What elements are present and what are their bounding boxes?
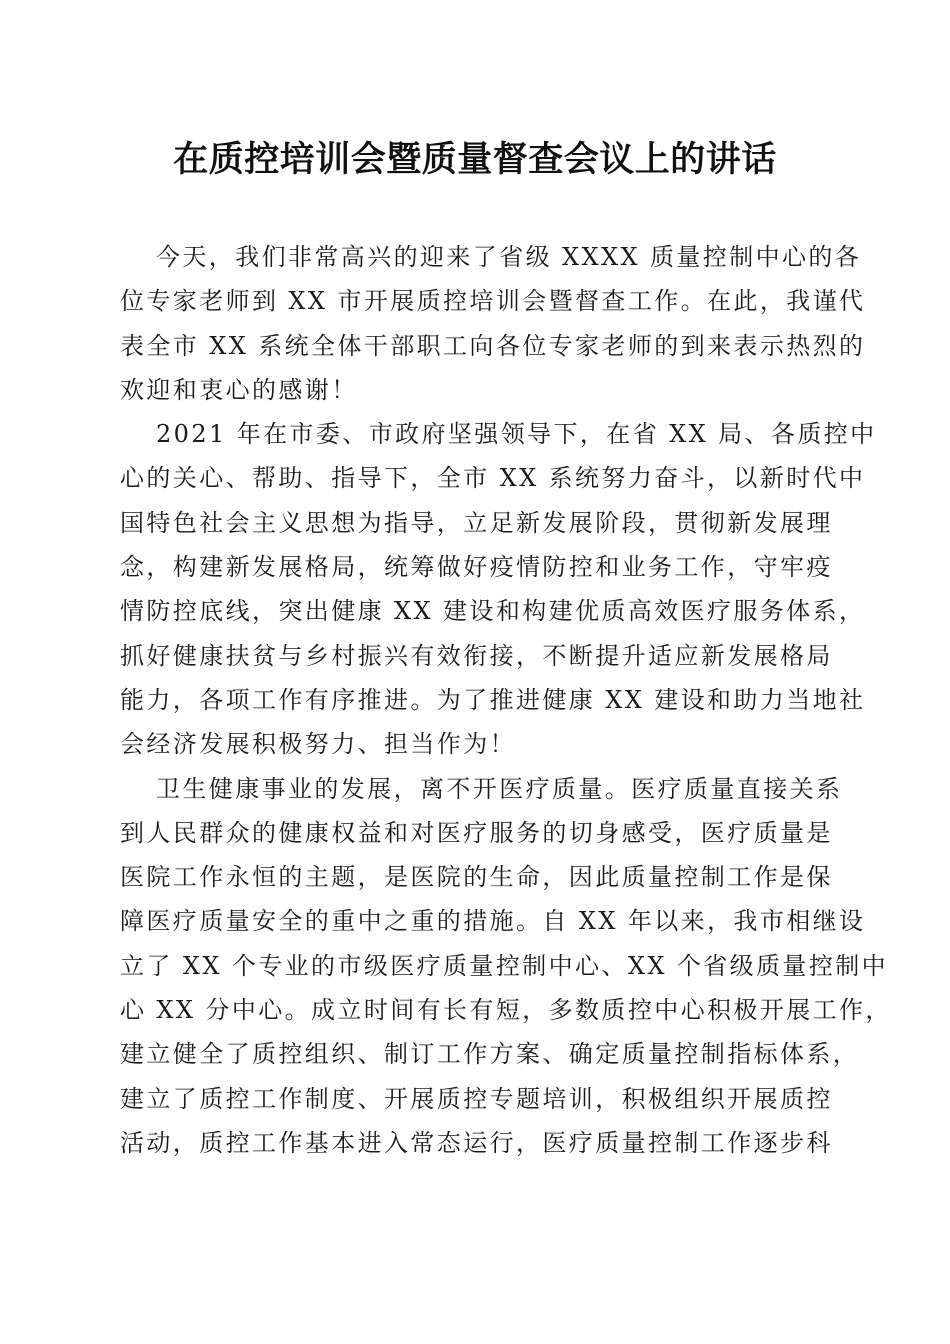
paragraph-line: 到人民群众的健康权益和对医疗服务的切身感受，医疗质量是: [120, 818, 833, 847]
paragraph-line: 国特色社会主义思想为指导，立足新发展阶段，贯彻新发展理: [120, 508, 833, 537]
paragraph-line: 念，构建新发展格局，统筹做好疫情防控和业务工作，守牢疫: [120, 553, 833, 582]
paragraph-line: 表全市 XX 系统全体干部职工向各位专家老师的到来表示热烈的: [120, 331, 866, 360]
paragraph-line: 位专家老师到 XX 市开展质控培训会暨督查工作。在此，我谨代: [120, 287, 866, 316]
paragraph-line: 建立健全了质控组织、制订工作方案、确定质量控制指标体系，: [120, 1040, 860, 1069]
paragraph-line: 抓好健康扶贫与乡村振兴有效衔接，不断提升适应新发展格局: [120, 641, 833, 670]
paragraph-line: 立了 XX 个专业的市级医疗质量控制中心、XX 个省级质量控制中: [120, 951, 889, 980]
document-title: 在质控培训会暨质量督查会议上的讲话: [173, 139, 777, 180]
paragraph-line: 2021 年在市委、市政府坚强领导下，在省 XX 局、各质控中: [156, 420, 877, 449]
paragraph-line: 心的关心、帮助、指导下，全市 XX 系统努力奋斗，以新时代中: [120, 464, 866, 493]
paragraph-line: 障医疗质量安全的重中之重的措施。自 XX 年以来，我市相继设: [120, 907, 866, 936]
paragraph-line: 能力，各项工作有序推进。为了推进健康 XX 建设和助力当地社: [120, 685, 866, 714]
paragraph-line: 卫生健康事业的发展，离不开医疗质量。医疗质量直接关系: [156, 774, 843, 803]
document-body: [120, 235, 892, 1165]
paragraph-line: 今天，我们非常高兴的迎来了省级 XXXX 质量控制中心的各: [156, 243, 862, 271]
paragraph-line: 活动，质控工作基本进入常态运行，医疗质量控制工作逐步科: [120, 1128, 833, 1157]
paragraph-line: 建立了质控工作制度、开展质控专题培训，积极组织开展质控: [120, 1084, 833, 1113]
paragraph-line: 会经济发展积极努力、担当作为！: [120, 730, 516, 759]
paragraph-line: 心 XX 分中心。成立时间有长有短，多数质控中心积极开展工作，: [120, 996, 892, 1025]
paragraph-line: 情防控底线，突出健康 XX 建设和构建优质高效医疗服务体系，: [120, 597, 866, 626]
paragraph-line: 欢迎和衷心的感谢！: [120, 375, 358, 404]
paragraph-2: [120, 412, 877, 766]
paragraph-1: [120, 235, 866, 412]
paragraph-line: 医院工作永恒的主题，是医院的生命，因此质量控制工作是保: [120, 863, 833, 892]
paragraph-3: [120, 767, 892, 1166]
